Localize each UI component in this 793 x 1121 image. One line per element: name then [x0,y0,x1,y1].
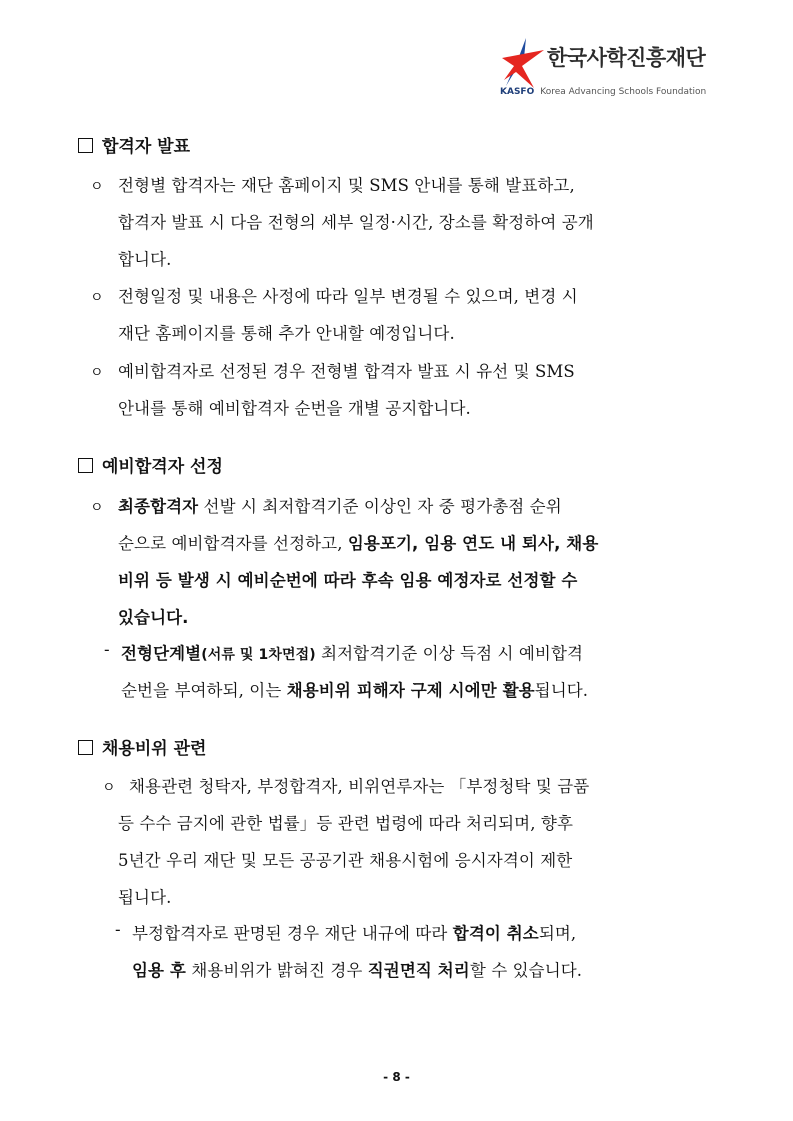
section-title-reserve: 예비합격자 선정 [78,452,223,477]
text-line: 순번을 부여하되, 이는 채용비위 피해자 구제 시에만 활용됩니다. [121,681,589,700]
dash-icon: - [115,920,121,939]
bullet-icon: ㅇ [90,290,104,306]
text-line: 부정합격자로 판명된 경우 재단 내규에 따라 합격이 취소되며, [132,924,577,943]
header-logo [500,36,760,96]
section-title-announcement: 합격자 발표 [78,132,190,157]
org-name: 한국사학진흥재단 [547,46,706,70]
text-line: 전형일정 및 내용은 사정에 따라 일부 변경될 수 있으며, 변경 시 [118,287,578,306]
text-line: 예비합격자로 선정된 경우 전형별 합격자 발표 시 유선 및 SMS [118,362,575,381]
text-line: 재단 홈페이지를 통해 추가 안내할 예정입니다. [118,324,455,343]
org-english-name: Korea Advancing Schools Foundation [540,87,707,97]
text-line: 전형별 합격자는 재단 홈페이지 및 SMS 안내를 통해 발표하고, [118,176,575,195]
org-subtitle [500,79,706,98]
bullet-icon: ㅇ [102,780,116,796]
text-line: 임용 후 채용비위가 밝혀진 경우 직권면직 처리할 수 있습니다. [132,961,583,980]
text-line: 등 수수 금지에 관한 법률」등 관련 법령에 따라 처리되며, 향후 [118,814,573,833]
org-abbr: KASFO [500,87,535,97]
text-line: 최종합격자 선발 시 최저합격기준 이상인 자 중 평가총점 순위 [118,497,562,516]
text-line: 합니다. [118,250,172,269]
text-line: 합격자 발표 시 다음 전형의 세부 일정·시간, 장소를 확정하여 공개 [118,213,594,232]
text-line: 전형단계별(서류 및 1차면접) 최저합격기준 이상 득점 시 예비합격 [121,644,584,663]
text-line: 5년간 우리 재단 및 모든 공공기관 채용시험에 응시자격이 제한 [118,851,573,870]
checkbox-square-icon [78,458,93,473]
text-line: 안내를 통해 예비합격자 순번을 개별 공지합니다. [118,399,471,418]
dash-icon: - [104,640,110,659]
text-line: 순으로 예비합격자를 선정하고, 임용포기, 임용 연도 내 퇴사, 채용 [118,534,599,553]
bullet-icon: ㅇ [90,365,104,381]
text-line: 비위 등 발생 시 예비순번에 따라 후속 임용 예정자로 선정할 수 [118,571,578,590]
text-line: 채용관련 청탁자, 부정합격자, 비위연루자는 「부정청탁 및 금품 [129,777,590,796]
checkbox-square-icon [78,138,93,153]
checkbox-square-icon [78,740,93,755]
bullet-icon: ㅇ [90,500,104,516]
section-title-misconduct: 채용비위 관련 [78,734,206,759]
page-number: - 8 - [383,1070,410,1084]
bullet-icon: ㅇ [90,179,104,195]
text-line: 있습니다. [118,608,189,627]
text-line: 됩니다. [118,888,172,907]
